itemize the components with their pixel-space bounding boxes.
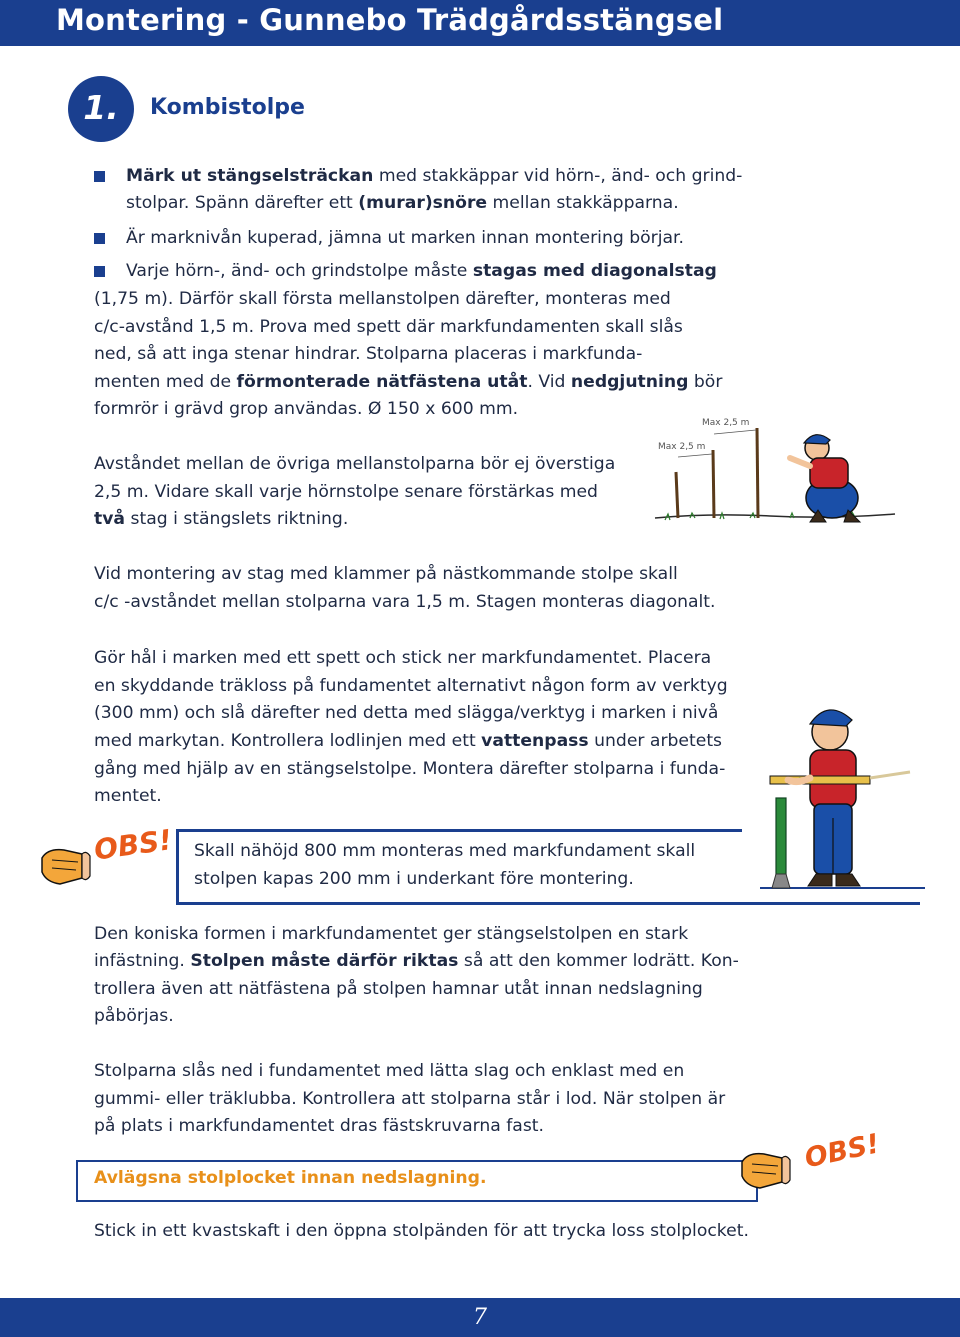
dimension-label-2: Max 2,5 m [658, 442, 706, 452]
last-line: Stick in ett kvastskaft i den öppna stolpänden för att trycka loss stolplocket. [94, 1221, 749, 1241]
drive-line-3: på plats i markfundamentet dras fästskruvarna fast. [94, 1116, 544, 1136]
section-title: Kombistolpe [150, 95, 305, 120]
obs-frame-top [176, 829, 742, 832]
distance-line-3: två stag i stängslets riktning. [94, 509, 349, 529]
obs-1-line-2: stolpen kapas 200 mm i underkant före montering. [194, 869, 634, 889]
stag-line-2: c/c -avståndet mellan stolparna vara 1,5 m. Stagen monteras diagonalt. [94, 592, 716, 612]
hole-line-3: (300 mm) och slå därefter ned detta med slägga/verktyg i marken i nivå [94, 703, 719, 723]
obs-label-1: OBS! [92, 823, 174, 867]
obs-1-line-1: Skall nähöjd 800 mm monteras med markfundament skall [194, 841, 696, 861]
dimension-label-1: Max 2,5 m [702, 418, 750, 428]
page-number: 7 [473, 1305, 487, 1330]
bullet-3-line-2: (1,75 m). Därför skall första mellanstolpen därefter, monteras med [94, 289, 671, 309]
distance-line-2: 2,5 m. Vidare skall varje hörnstolpe senare förstärkas med [94, 482, 598, 502]
hole-line-1: Gör hål i marken med ett spett och stick ner markfundamentet. Placera [94, 648, 712, 668]
worker-with-spirit-level-illustration [760, 688, 930, 903]
drive-line-2: gummi- eller träklubba. Kontrollera att stolparna står i lod. När stolpen är [94, 1089, 726, 1109]
stag-line-1: Vid montering av stag med klammer på nästkommande stolpe skall [94, 564, 678, 584]
conic-line-4: påbörjas. [94, 1006, 174, 1026]
hole-line-2: en skyddande träkloss på fundamentet alternativt någon form av verktyg [94, 676, 728, 696]
bullet-3-line-6: formrör i grävd grop användas. Ø 150 x 600 mm. [94, 399, 519, 419]
hole-line-5: gång med hjälp av en stängselstolpe. Montera därefter stolparna i funda- [94, 759, 726, 779]
bullet-2-line-1: Är marknivån kuperad, jämna ut marken innan montering börjar. [126, 228, 684, 248]
conic-line-3: trollera även att nätfästena på stolpen hamnar utåt innan nedslagning [94, 979, 703, 999]
bullet-3-line-3: c/c-avstånd 1,5 m. Prova med spett där markfundamenten skall slås [94, 317, 683, 337]
obs-label-2: OBS! [802, 1128, 883, 1175]
bullet-3-line-5: menten med de förmonterade nätfästena utåt. Vid nedgjutning bör [94, 372, 723, 392]
fence-posts-illustration [650, 410, 900, 535]
bullet-1-line-2: stolpar. Spänn därefter ett (murar)snöre mellan stakkäpparna. [126, 193, 679, 213]
bullet-marker [94, 171, 105, 182]
distance-line-1: Avståndet mellan de övriga mellanstolparna bör ej överstiga [94, 454, 616, 474]
conic-line-2: infästning. Stolpen måste därför riktas så att den kommer lodrätt. Kon- [94, 951, 739, 971]
obs-2-text: Avlägsna stolplocket innan nedslagning. [94, 1168, 487, 1188]
step-number: 1. [83, 88, 119, 127]
page-title: Montering - Gunnebo Trädgårdsstängsel [56, 3, 724, 37]
hole-line-4: med markytan. Kontrollera lodlinjen med ett vattenpass under arbetets [94, 731, 723, 751]
obs-frame-left [176, 829, 179, 905]
bullet-marker [94, 233, 105, 244]
drive-line-1: Stolparna slås ned i fundamentet med lätta slag och enklast med en [94, 1061, 685, 1081]
bullet-3-line-4: ned, så att inga stenar hindrar. Stolparna placeras i markfunda- [94, 344, 643, 364]
bullet-3-line-1: Varje hörn-, änd- och grindstolpe måste stagas med diagonalstag [126, 261, 717, 281]
obs-frame-bottom [176, 902, 920, 905]
bullet-marker [94, 266, 105, 277]
bullet-1-line-1: Märk ut stängselsträckan med stakkäppar vid hörn-, änd- och grind- [126, 166, 743, 186]
conic-line-1: Den koniska formen i markfundamentet ger stängselstolpen en stark [94, 924, 689, 944]
hole-line-6: mentet. [94, 786, 162, 806]
step-number-badge [68, 76, 134, 142]
